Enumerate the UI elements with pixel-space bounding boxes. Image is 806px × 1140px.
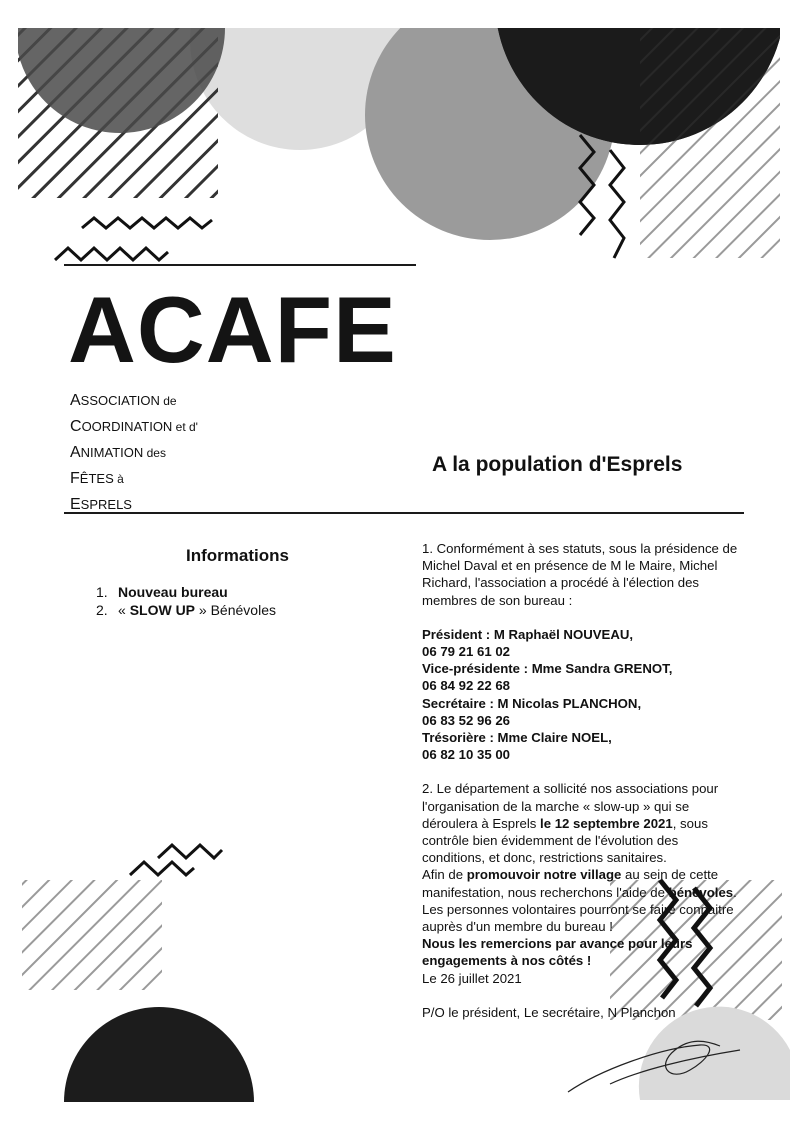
thanks-paragraph: Nous les remercions par avance pour leurs engagements à nos côtés ! <box>422 936 693 969</box>
text-run: . <box>733 884 737 900</box>
list-item <box>96 601 276 619</box>
signoff: P/O le président, Le secrétaire, N Planchon <box>422 1004 676 1020</box>
association-line <box>70 492 198 518</box>
zigzag-vertical-shape <box>610 150 624 258</box>
member-role: Vice-présidente : Mme Sandra GRENOT, <box>422 661 673 677</box>
word-rest: SPRELS <box>80 497 132 512</box>
text-run: Afin de <box>422 867 467 883</box>
top-rule <box>64 264 416 266</box>
member-role: Secrétaire : M Nicolas PLANCHON, <box>422 695 642 711</box>
member-role: Président : M Raphaël NOUVEAU, <box>422 626 634 642</box>
section2-paragraph <box>422 866 742 900</box>
initial-letter: A <box>70 392 81 409</box>
initial-letter: E <box>70 496 81 513</box>
word-rest: NIMATION <box>80 445 144 460</box>
informations-list <box>96 583 276 619</box>
section2-paragraph <box>422 780 742 866</box>
word-rest: ÊTES <box>79 471 114 486</box>
connector-word: à <box>113 472 124 486</box>
initial-letter: F <box>70 470 80 487</box>
association-line <box>70 388 198 414</box>
association-line <box>70 440 198 466</box>
member-phone: 06 83 52 96 26 <box>422 712 510 728</box>
item-number: 2. <box>96 602 108 618</box>
section2-paragraph: Les personnes volontaires pourront se faire connaitre auprès d'un membre du bureau ! <box>422 901 734 935</box>
text-run: au sein de cette manifestation, nous recherchons l'aide de <box>422 867 719 900</box>
informations-title: Informations <box>186 546 289 565</box>
member-phone: 06 82 10 35 00 <box>422 747 510 763</box>
zigzag-shape <box>82 218 212 228</box>
item-suffix: » Bénévoles <box>195 602 276 618</box>
association-line <box>70 466 198 492</box>
event-date: le 12 septembre 2021 <box>540 815 673 831</box>
emphasis: bénévoles <box>668 884 734 900</box>
initial-letter: A <box>70 444 81 461</box>
member-phone: 06 84 92 22 68 <box>422 678 510 694</box>
connector-word: de <box>159 394 177 408</box>
text-run: 2. Le département a sollicité nos associations pour l'organisation de la marche « slow-up » qui se déroulera à Esprels <box>422 781 719 831</box>
section1-intro: 1. Conformément à ses statuts, sous la présidence de Michel Daval et en présence de M le Maire, Michel Richard, l'association a procédé à l'élection des membres de son bureau : <box>422 541 738 608</box>
word-rest: OORDINATION <box>81 419 173 434</box>
item-prefix: « <box>118 602 130 618</box>
black-semicircle-shape <box>64 1007 254 1102</box>
emphasis: promouvoir notre village <box>466 867 622 883</box>
association-name <box>70 388 198 518</box>
initial-letter: C <box>70 418 82 435</box>
zigzag-shape <box>130 862 194 875</box>
connector-word: et d' <box>172 420 198 434</box>
logo-wordmark: ACAFE <box>68 277 397 382</box>
item-label: Nouveau bureau <box>118 584 228 600</box>
headline: A la population d'Esprels <box>432 453 683 476</box>
item-number: 1. <box>96 584 108 600</box>
list-item <box>96 583 276 601</box>
text-run: , sous contrôle bien évidemment de l'évolution des conditions, et donc, restrictions sanitaires. <box>422 815 708 866</box>
letter-body <box>422 540 742 1021</box>
member-role: Trésorière : Mme Claire NOEL, <box>422 730 612 746</box>
word-rest: SSOCIATION <box>80 393 160 408</box>
connector-word: des <box>143 446 166 460</box>
member-phone: 06 79 21 61 02 <box>422 644 510 660</box>
letter-date: Le 26 juillet 2021 <box>422 970 522 986</box>
zigzag-shape <box>55 248 168 260</box>
association-line <box>70 414 198 440</box>
item-label: SLOW UP <box>129 602 196 618</box>
stripe-bottom-left-shape <box>22 880 162 990</box>
zigzag-shape <box>158 845 222 858</box>
